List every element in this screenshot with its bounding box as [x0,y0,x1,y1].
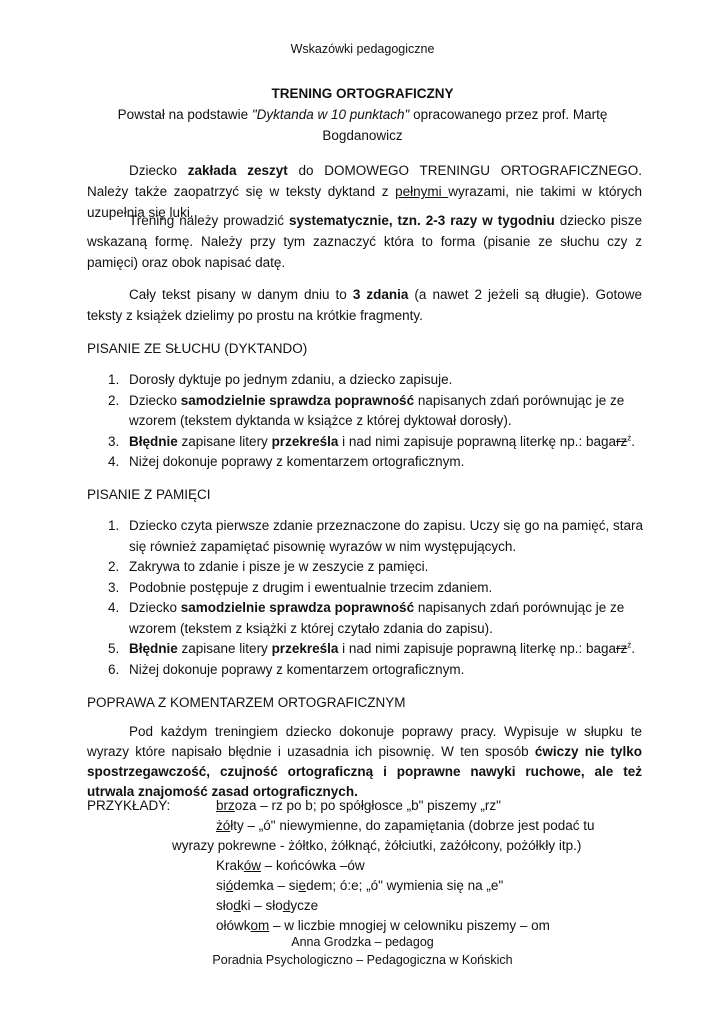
list-item: 3. Podobnie postępuje z drugim i ewentualnie trzecim zdaniem. [108,579,493,595]
dictation-steps-list [87,370,647,473]
list-item: 1. Dorosły dyktuje po jednym zdaniu, a dziecko zapisuje. [108,372,453,387]
paragraph-correction: Pod każdym treningiem dziecko dokonuje poprawy pracy. Wypisuje w słupku te wyrazy które napisało błędnie i uzasadnia ich pisownię. W ten sposób ćwiczy nie tylko spostrzegawczość, czujność ortograficzną i poprawne nawyki ruchowe, ale też utrwala znajomość zasad ortograficznych. [87,724,642,799]
list-item: 2. Dziecko samodzielnie sprawdza poprawność napisanych zdań porównując je ze wzorem (tekstem dyktanda w książce z której dyktował dorosły). [108,392,625,428]
list-item: 4. Niżej dokonuje poprawy z komentarzem ortograficznym. [108,454,465,469]
subtitle-text: Powstał na podstawie [117,107,252,122]
paragraph-notebook: Dziecko zakłada zeszyt do DOMOWEGO TRENINGU ORTOGRAFICZNEGO. Należy także zaopatrzyć się w teksty dyktand z pełnymi wyrazami, nie takimi w których uzupełnia się luki. [87,163,643,220]
example-line: siódemka – siedem; ó:e; „ó" wymienia się na „e" [216,878,504,893]
footer-author: Anna Grodzka – pedagog [291,935,434,949]
document-subtitle [95,104,630,146]
section-heading-correction: POPRAWA Z KOMENTARZEM ORTOGRAFICZNYM [87,695,406,710]
paragraph-schedule: Trening należy prowadzić systematycznie, tzn. 2-3 razy w tygodniu dziecko pisze wskazaną formę. Należy przy tym zaznaczyć która to forma (pisanie ze słuchu czy z pamięci) oraz obok napisać datę. [87,213,642,270]
page-header: Wskazówki pedagogiczne [290,42,435,56]
list-item: 2. Zakrywa to zdanie i pisze je w zeszycie z pamięci. [108,559,429,574]
example-line: żółty – „ó" niewymienne, do zapamiętania (dobrze jest podać tu [216,818,595,833]
section-heading-dictation: PISANIE ZE SŁUCHU (DYKTANDO) [87,341,308,356]
memory-steps-list [87,516,647,680]
subtitle-source-title: "Dyktanda w 10 punktach" [251,107,410,122]
examples-label: PRZYKŁADY: [87,798,171,813]
document-title: TRENING ORTOGRAFICZNY [271,86,454,101]
list-item: 4. Dziecko samodzielnie sprawdza poprawność napisanych zdań porównując je ze wzorem (tekstem z książki z której czytało zdania do zapisu). [108,600,625,636]
paragraph-length: Cały tekst pisany w danym dniu to 3 zdania (a nawet 2 jeżeli są długie). Gotowe teksty z książek dzielimy po prostu na krótkie fragmenty. [87,287,642,323]
list-item: 5. Błędnie zapisane litery przekreśla i nad nimi zapisuje poprawną literkę np.: bagarz$^ż$. [108,640,636,656]
example-line: Kraków – końcówka –ów [216,858,365,873]
list-item: 1. Dziecko czyta pierwsze zdanie przeznaczone do zapisu. Uczy się go na pamięć, stara się również zapamiętać pisownię wyrazów w nim występujących. [108,518,643,554]
list-item: 3. Błędnie zapisane litery przekreśla i nad nimi zapisuje poprawną literkę np.: bagarz$^ż$. [108,433,636,449]
example-line: brzoza – rz po b; po spółgłosce „b" piszemy „rz" [216,798,501,813]
list-item: 6. Niżej dokonuje poprawy z komentarzem ortograficznym. [108,661,465,677]
example-line-continuation: wyrazy pokrewne - żółtko, żółknąć, żółciutki, zażółcony, pożółkły itp.) [172,838,582,853]
example-line: ołówkom – w liczbie mnogiej w celowniku piszemy – om [216,918,550,933]
subtitle-text-end: opracowanego przez prof. Martę Bogdanowicz [322,107,608,143]
footer-institution: Poradnia Psychologiczno – Pedagogiczna w Końskich [212,953,513,967]
example-line: słodki – słodycze [216,898,319,913]
section-heading-memory: PISANIE Z PAMIĘCI [87,487,211,502]
